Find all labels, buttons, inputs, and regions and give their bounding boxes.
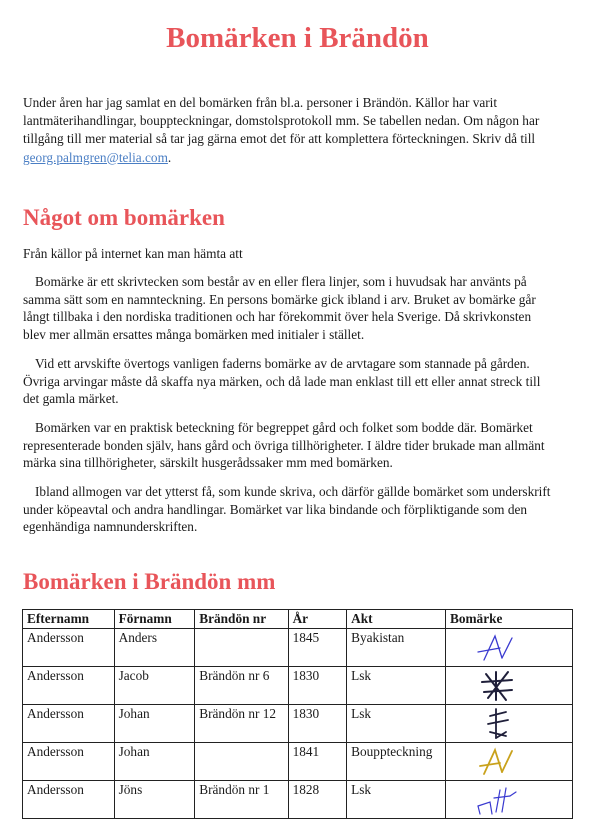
cell-ar: 1841	[288, 743, 347, 781]
cell-fornamn: Johan	[114, 705, 195, 743]
column-header: År	[288, 610, 347, 629]
house-mark-image	[450, 668, 568, 703]
house-mark-image	[450, 744, 568, 779]
table-header-row	[23, 610, 573, 629]
cell-brandon-nr	[195, 743, 288, 781]
cell-akt: Lsk	[347, 667, 446, 705]
body-paragraph: Bomärken var en praktisk beteckning för begreppet gård och folket som bodde där. Bomärket representerade bonden själv, hans gård och övriga tillhörigheter. I äldre tider brukade man allmänt märka sina tillhörigheter, särskilt husgerådssaker mm med bomärken.	[23, 420, 545, 470]
cell-akt: Lsk	[347, 781, 446, 819]
table-row	[23, 743, 573, 781]
table-row	[23, 629, 573, 667]
cell-ar: 1830	[288, 667, 347, 705]
body-paragraph: Ibland allmogen var det ytterst få, som kunde skriva, och därför gällde bomärket som underskrift under köpeavtal och andra handlingar. Bomärket var lika bindande och förpliktigande som den egenhändiga namnunderskriften.	[23, 484, 551, 534]
cell-ar: 1830	[288, 705, 347, 743]
cell-efternamn: Andersson	[23, 667, 115, 705]
cell-fornamn: Johan	[114, 743, 195, 781]
cell-efternamn: Andersson	[23, 629, 115, 667]
cell-efternamn: Andersson	[23, 743, 115, 781]
cell-efternamn: Andersson	[23, 781, 115, 819]
column-header: Bomärke	[445, 610, 572, 629]
cell-fornamn: Jöns	[114, 781, 195, 819]
cell-brandon-nr: Brändön nr 12	[195, 705, 288, 743]
house-mark-image	[450, 706, 568, 741]
lead-text: Från källor på internet kan man hämta att	[23, 246, 243, 261]
house-mark-image	[450, 630, 568, 665]
cell-ar: 1828	[288, 781, 347, 819]
section-heading-table: Bomärken i Brändön mm	[23, 569, 276, 594]
intro-paragraph	[23, 94, 555, 167]
cell-brandon-nr: Brändön nr 1	[195, 781, 288, 819]
cell-akt: Byakistan	[347, 629, 446, 667]
cell-efternamn: Andersson	[23, 705, 115, 743]
bomarken-table	[22, 609, 573, 819]
column-header: Förnamn	[114, 610, 195, 629]
table-row	[23, 705, 573, 743]
column-header: Akt	[347, 610, 446, 629]
body-paragraph: Vid ett arvskifte övertogs vanligen faderns bomärke av de arvtagare som stannade på gården. Övriga arvingar måste då skaffa nya märken, och då lade man enklast till ett eller annat streck till det gamla märket.	[23, 356, 541, 406]
cell-akt: Bouppteckning	[347, 743, 446, 781]
email-link[interactable]: georg.palmgren@telia.com	[23, 149, 168, 165]
cell-fornamn: Jacob	[114, 667, 195, 705]
cell-bomarke	[445, 705, 572, 743]
table-row	[23, 781, 573, 819]
body-paragraph: Bomärke är ett skrivtecken som består av en eller flera linjer, som i huvudsak har använts på samma sätt som en namnteckning. En persons bomärke gick ibland i arv. Bruket av bomärke går långt tillbaka i den nordiska traditionen och har förekommit över hela Sverige. Då skrivkonsten blev mer allmän ersattes många bomärken med initialer i stället.	[23, 274, 536, 342]
column-header: Brändön nr	[195, 610, 288, 629]
cell-bomarke	[445, 781, 572, 819]
cell-bomarke	[445, 743, 572, 781]
house-mark-image	[450, 782, 568, 817]
cell-akt: Lsk	[347, 705, 446, 743]
cell-brandon-nr: Brändön nr 6	[195, 667, 288, 705]
cell-brandon-nr	[195, 629, 288, 667]
cell-ar: 1845	[288, 629, 347, 667]
intro-end: .	[167, 149, 172, 165]
cell-bomarke	[445, 629, 572, 667]
cell-bomarke	[445, 667, 572, 705]
intro-text: Under åren har jag samlat en del bomärken från bl.a. personer i Brändön. Källor har varit lantmäterihandlingar, bouppteckningar, domstolsprotokoll mm. Se tabellen nedan. Om någon har tillgång till mer material så tar jag gärna emot det för att komplettera förteckningen. Skriv då till	[23, 95, 540, 147]
page-title: Bomärken i Brändön	[166, 22, 429, 54]
column-header: Efternamn	[23, 610, 115, 629]
section-heading-about: Något om bomärken	[23, 205, 225, 230]
table-row	[23, 667, 573, 705]
cell-fornamn: Anders	[114, 629, 195, 667]
